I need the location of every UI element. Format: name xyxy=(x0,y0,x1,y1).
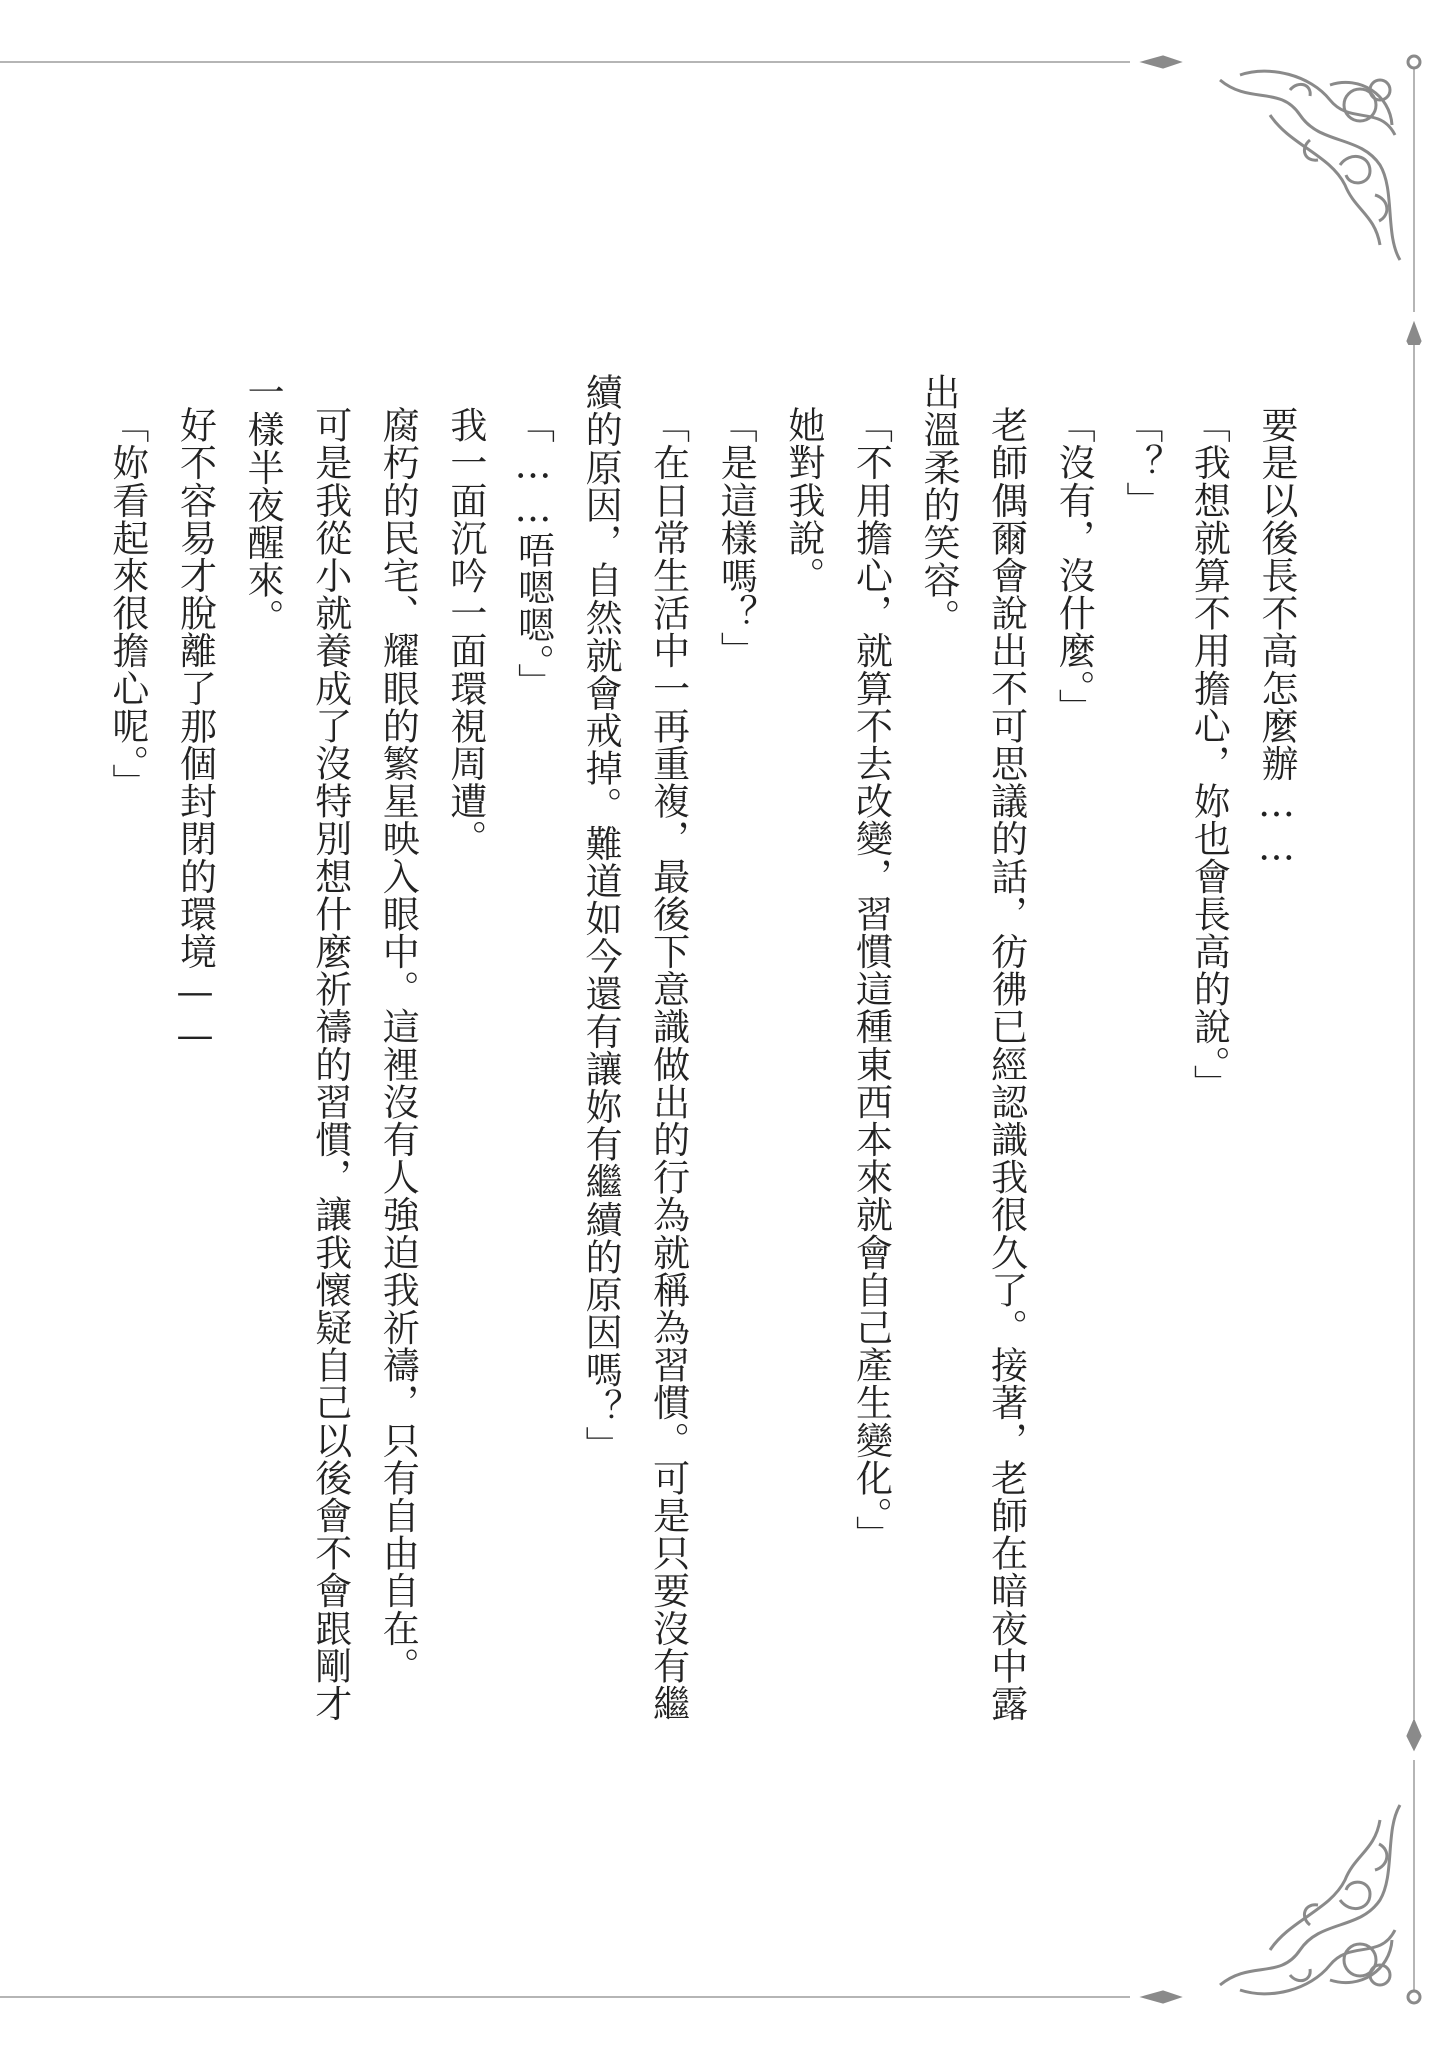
paragraph-line: 「不用擔心，就算不去改變，習慣這種東西本來就會自己產生變化。」 xyxy=(849,406,893,1554)
top-rule xyxy=(0,61,1130,63)
paragraph-line: 「我想就算不用擔心，妳也會長高的說。」 xyxy=(1187,406,1231,1102)
corner-ornament-bottom-icon xyxy=(1130,1720,1430,2020)
paragraph-line: 可是我從小就養成了沒特別想什麼祈禱的習慣，讓我懷疑自己以後會不會跟剛才 xyxy=(308,406,352,1722)
paragraph-line: 「在日常生活中一再重複，最後下意識做出的行為就稱為習慣。可是只要沒有繼 xyxy=(646,406,690,1722)
paragraph-line: 我一面沉吟一面環視周遭。 xyxy=(443,406,487,858)
corner-ornament-top-icon xyxy=(1130,45,1430,345)
paragraph-continuation-line: 出溫柔的笑容。 xyxy=(917,373,961,637)
bottom-rule xyxy=(0,1996,1130,1998)
paragraph-line: 「……唔嗯嗯。」 xyxy=(511,406,555,701)
paragraph-line: 腐朽的民宅、耀眼的繁星映入眼中。這裡沒有人強迫我祈禱，只有自由自在。 xyxy=(376,406,420,1685)
paragraph-continuation-line: 一樣半夜醒來。 xyxy=(241,373,285,637)
paragraph-line: 「妳看起來很擔心呢。」 xyxy=(105,406,149,802)
paragraph-line: 她對我說。 xyxy=(781,406,825,594)
paragraph-line: 「沒有，沒什麼。」 xyxy=(1052,406,1096,726)
paragraph-line: 要是以後長不高怎麼辦…… xyxy=(1255,406,1298,870)
paragraph-continuation-line: 續的原因，自然就會戒掉。難道如今還有讓妳有繼續的原因嗎？」 xyxy=(579,373,623,1464)
paragraph-line: 好不容易才脫離了那個封閉的環境—— xyxy=(173,406,217,1058)
vertical-text-body xyxy=(93,373,1310,1733)
right-rule-main xyxy=(1413,345,1415,1725)
paragraph-line: 老師偶爾會說出不可思議的話，彷彿已經認識我很久了。接著，老師在暗夜中露 xyxy=(984,406,1028,1722)
paragraph-line: 「？」 xyxy=(1119,406,1163,519)
paragraph-line: 「是這樣嗎？」 xyxy=(714,406,758,670)
